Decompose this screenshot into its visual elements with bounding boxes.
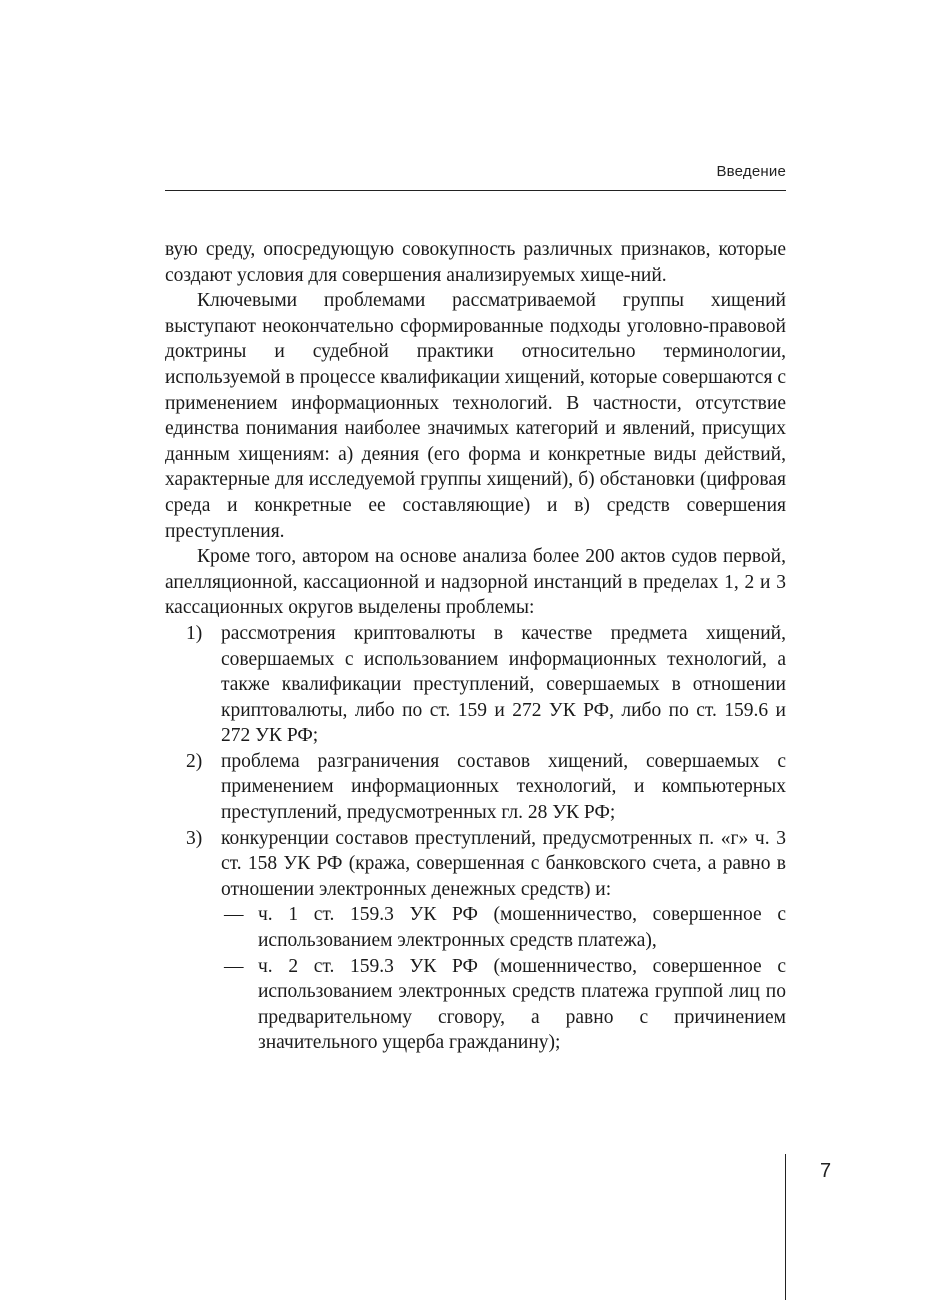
list-item [165, 621, 786, 749]
sub-list-item [221, 902, 786, 953]
list-item-marker: 3) [186, 827, 203, 849]
list-item [165, 826, 786, 1056]
list-item-text: проблема разграничения составов хищений, совершаемых с применением информационных технологий, и компьютерных преступлений, предусмотренных гл. 28 УК РФ; [221, 750, 786, 824]
sub-list-item-marker: — [224, 904, 244, 926]
list-item-text: рассмотрения криптовалюты в качестве предмета хищений, совершаемых с использованием информационных технологий, а также квалификации преступлений, совершаемых в отношении криптовалюты, либо по ст. 159 и 272 УК РФ, либо по ст. 159.6 и 272 УК РФ; [221, 622, 786, 747]
page-number-divider [785, 1154, 786, 1300]
list-item-text: конкуренции составов преступлений, предусмотренных п. «г» ч. 3 ст. 158 УК РФ (кража, совершенная с банковского счета, а равно в отношении электронных денежных средств) и: [221, 827, 786, 900]
list-item [165, 749, 786, 826]
paragraph-continuation: вую среду, опосредующую совокупность различных признаков, которые создают условия для совершения анализируемых хище-ний. [165, 239, 786, 286]
sub-list-item-text: ч. 1 ст. 159.3 УК РФ (мошенничество, совершенное с использованием электронных средств платежа), [258, 904, 786, 952]
header-divider [165, 190, 786, 191]
sub-list [221, 902, 786, 1056]
sub-list-item-marker: — [224, 955, 244, 977]
paragraph-analysis-intro: Кроме того, автором на основе анализа более 200 актов судов первой, апелляционной, кассационной и надзорной инстанций в пределах 1, 2 и 3 кассационных округов выделены проблемы: [165, 546, 786, 619]
problems-list [165, 621, 786, 1056]
sub-list-item [221, 954, 786, 1056]
page-body [165, 237, 786, 1056]
list-item-marker: 1) [186, 622, 203, 644]
sub-list-item-text: ч. 2 ст. 159.3 УК РФ (мошенничество, совершенное с использованием электронных средств платежа группой лиц по предварительному сговору, а равно с причинением значительного ущерба гражданину); [258, 955, 786, 1054]
page-number: 7 [820, 1160, 832, 1182]
list-item-marker: 2) [186, 750, 203, 772]
paragraph-key-problems: Ключевыми проблемами рассматриваемой группы хищений выступают неокончательно сформированные подходы уголовно-правовой доктрины и судебной практики относительно терминологии, используемой в процессе квалификации хищений, которые совершаются с применением информационных технологий. В частности, отсутствие единства понимания наиболее значимых категорий и явлений, присущих данным хищениям: а) деяния (его форма и конкретные виды действий, характерные для исследуемой группы хищений), б) обстановки (цифровая среда и конкретные ее составляющие) и в) средств совершения преступления. [165, 290, 786, 542]
running-header-title: Введение [716, 163, 786, 180]
